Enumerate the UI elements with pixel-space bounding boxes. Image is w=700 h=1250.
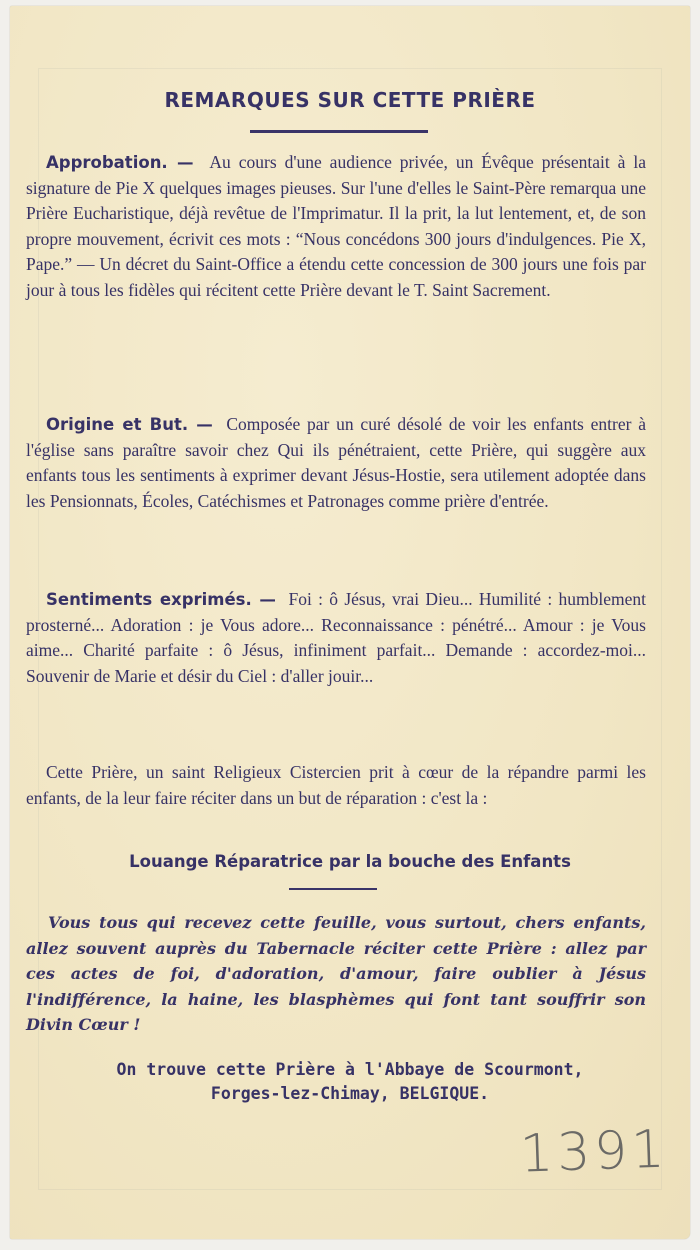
section-sentiments xyxy=(26,587,646,697)
address-line-1: On trouve cette Prière à l'Abbaye de Scourmont, xyxy=(116,1060,584,1079)
section-text: Cette Prière, un saint Religieux Cistercien prit à cœur de la répandre parmi les enfants, de la leur faire réciter dans un but de réparation : c'est la : xyxy=(26,762,646,808)
address-line-2: Forges-lez-Chimay, BELGIQUE. xyxy=(210,1084,490,1103)
section-origine xyxy=(26,412,646,522)
motto: Louange Réparatrice par la bouche des Enfants xyxy=(129,852,571,871)
exhortation: Vous tous qui recevez cette feuille, vous surtout, chers enfants, allez souvent auprès du Tabernacle réciter cette Prière : allez par ces actes de foi, d'adoration, d'amour, faire oublier à Jésus l'indifférence, la haine, les blasphèmes qui font tant souffrir son Divin Cœur ! xyxy=(26,913,646,1034)
section-diffusion xyxy=(26,760,646,819)
section-text: Au cours d'une audience privée, un Évêque présentait à la signature de Pie X quelques images pieuses. Sur l'une d'elles le Saint-Père remarqua une Prière Eucharistique, déjà revêtue de l'Imprimatur. Il la prit, la lut lentement, et, de son propre mouvement, écrivit ces mots : “Nous concédons 300 jours d'indulgences. Pie X, Pape.” — Un décret du Saint-Office a étendu cette concession de 300 jours une fois par jour à tous les fidèles qui récitent cette Prière devant le T. Saint Sacrement. xyxy=(26,152,646,300)
title-underline xyxy=(250,130,428,133)
address-stamp xyxy=(0,1058,700,1106)
handwritten-number: 1391 xyxy=(518,1119,670,1185)
section-approbation xyxy=(26,150,646,311)
page-title: REMARQUES SUR CETTE PRIÈRE xyxy=(164,88,536,112)
motto-underline xyxy=(289,888,377,890)
section-heading: Sentiments exprimés. — xyxy=(46,590,276,609)
section-text: Foi : ô Jésus, vrai Dieu... Humilité : humblement prosterné... Adoration : je Vous adore... Reconnaissance : pénétré... Amour : je Vous aime... Charité parfaite : ô Jésus, infiniment parfait... Demande : accordez-moi... Souvenir de Marie et désir du Ciel : d'aller jouir... xyxy=(26,589,646,686)
section-heading: Approbation. — xyxy=(46,153,194,172)
section-text: Composée par un curé désolé de voir les enfants entrer à l'église sans paraître savoir chez Qui ils pénétraient, cette Prière, qui suggère aux enfants tous les sentiments à exprimer devant Jésus-Hostie, sera utilement adoptée dans les Pensionnats, Écoles, Catéchismes et Patronages comme prière d'entrée. xyxy=(26,414,647,511)
section-heading: Origine et But. — xyxy=(46,415,213,434)
